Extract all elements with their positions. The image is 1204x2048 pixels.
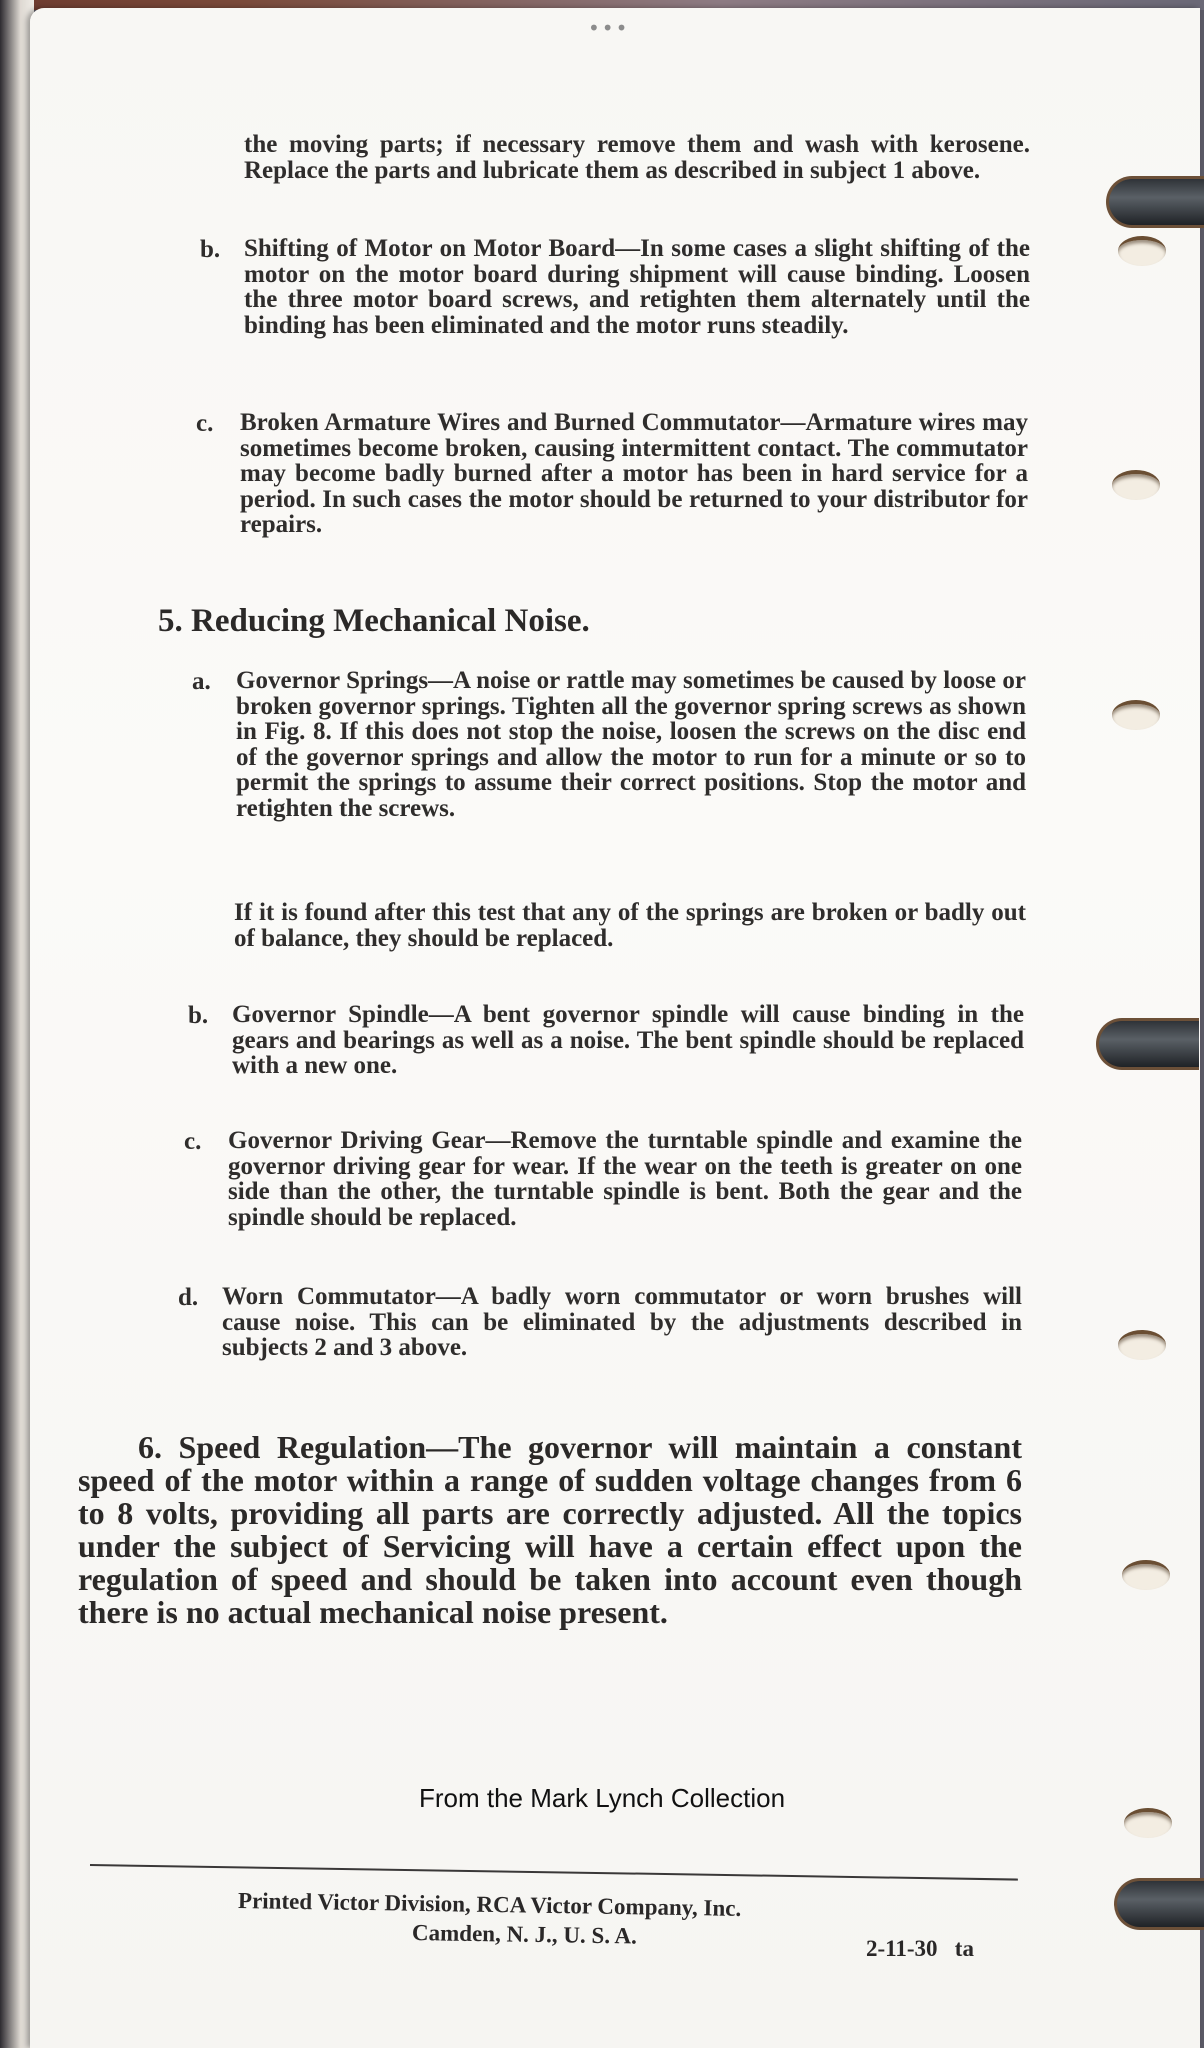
item-marker: a. [192, 668, 211, 695]
binder-hole-icon [1112, 700, 1160, 730]
section-6-paragraph: 6. Speed Regulation—The governor will maintain a constant speed of the motor within a range of sudden voltage changes from 6 to 8 volts, providing all parts are correctly adjusted. All the topics under the subject of Servicing will have a certain effect upon the regulation of speed and should be taken into account even though there is no actual mechanical noise present. [78, 1429, 1022, 1630]
item-text: Worn Commutator—A badly worn commutator or worn brushes will cause noise. This can be eliminated by the adjustments described in subjects 2 and 3 above. [222, 1283, 1022, 1361]
item-text: Governor Springs—A noise or rattle may sometimes be caused by loose or broken governor springs. Tighten all the governor spring screws as shown in Fig. 8. If this does not stop the noise, loosen the screws on the disc end of the governor springs and allow the motor to run for a minute or so to permit the springs to assume their correct positions. Stop the motor and retighten the screws. [236, 667, 1026, 822]
binder-hole-icon [1118, 236, 1166, 266]
item-marker: d. [178, 1284, 199, 1311]
binder-left-edge [0, 0, 34, 2048]
camera-indicator-icon: ••• [588, 16, 630, 40]
item-text: Governor Driving Gear—Remove the turntable spindle and examine the governor driving gear for wear. If the wear on the teeth is greater on one side than the other, the turntable spindle is bent. Both the gear and the spindle should be replaced. [228, 1127, 1022, 1231]
item-text: Broken Armature Wires and Burned Commutator—Armature wires may sometimes become broken, causing intermittent contact. The commutator may become badly burned after a motor has been in hard service for a period. In such cases the motor should be returned to your distributor for repairs. [240, 409, 1028, 538]
binder-hole-icon [1122, 1560, 1170, 1590]
item-marker: b. [188, 1002, 209, 1029]
item-marker: b. [200, 236, 221, 263]
footer-printer: Printed Victor Division, RCA Victor Company, Inc. [237, 1888, 742, 1921]
item-marker: c. [184, 1128, 202, 1155]
binder-ring-icon [1114, 1878, 1204, 1930]
binder-ring-icon [1096, 1018, 1199, 1070]
item-extra-text: If it is found after this test that any of the springs are broken or badly out of balance, they should be replaced. [234, 899, 1026, 952]
binder-hole-icon [1112, 470, 1160, 500]
binder-hole-icon [1118, 1330, 1166, 1360]
continuation-text: the moving parts; if necessary remove them and wash with kerosene. Replace the parts and lubricate them as described in subject 1 above. [244, 131, 1030, 184]
section-heading: 5. Reducing Mechanical Noise. [158, 603, 590, 639]
item-marker: c. [196, 410, 214, 437]
footer-code: 2-11-30 ta [866, 1936, 974, 1961]
binder-ring-icon [1106, 176, 1204, 228]
collection-caption: From the Mark Lynch Collection [418, 1783, 786, 1813]
item-text: Shifting of Motor on Motor Board—In some cases a slight shifting of the motor on the motor board during shipment will cause binding. Loosen the three motor board screws, and retighten them alternately until the binding has been eliminated and the motor runs steadily. [244, 235, 1030, 339]
footer-address: Camden, N. J., U. S. A. [411, 1920, 638, 1949]
binder-hole-icon [1124, 1808, 1172, 1838]
item-text: Governor Spindle—A bent governor spindle will cause binding in the gears and bearings as well as a noise. The bent spindle should be replaced with a new one. [232, 1001, 1024, 1079]
